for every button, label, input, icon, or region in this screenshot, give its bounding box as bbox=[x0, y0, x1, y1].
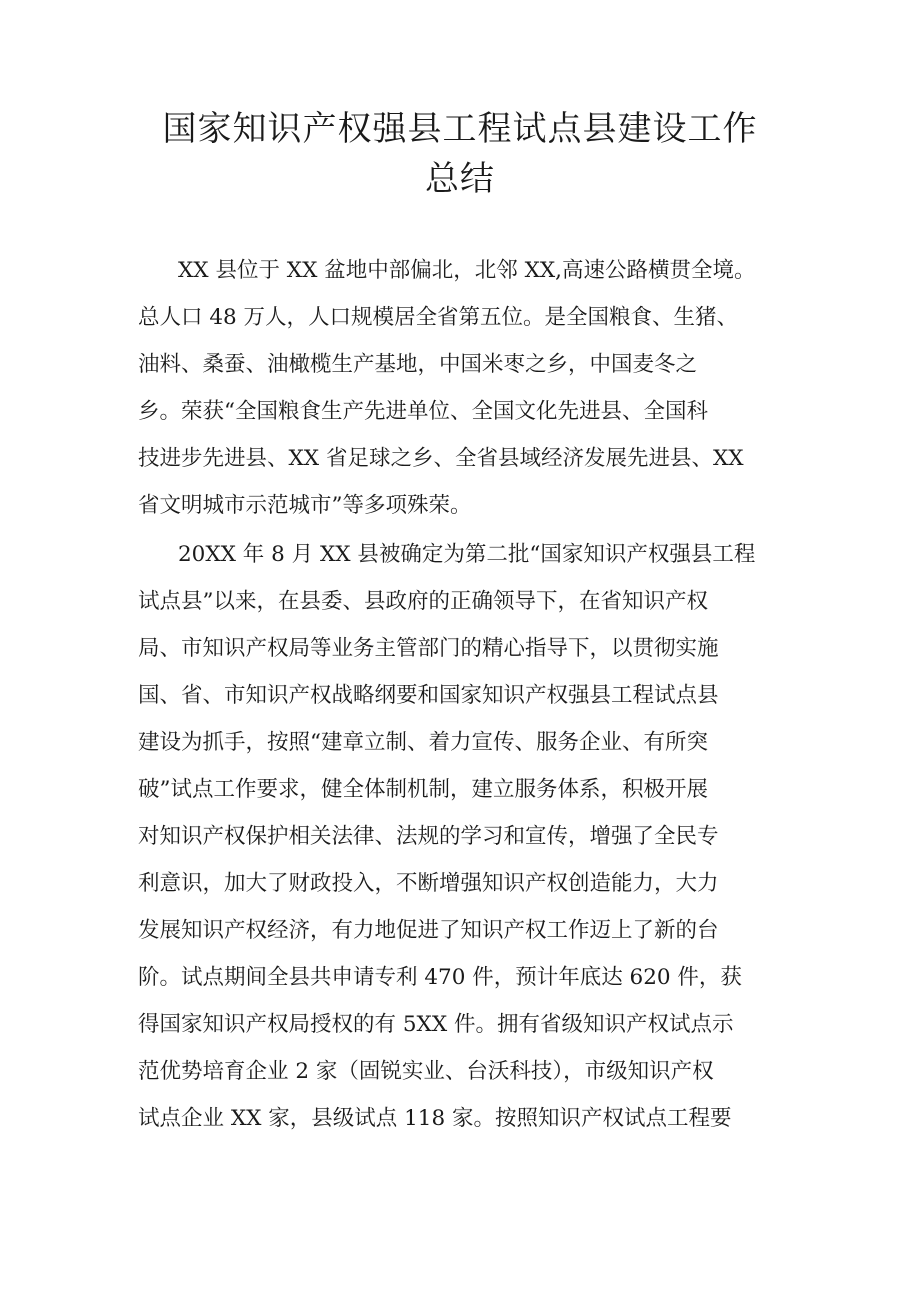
paragraph-2-line-13: 试点企业 XX 家，县级试点 118 家。按照知识产权试点工程要 bbox=[138, 1106, 732, 1131]
paragraph-2-line-3: 局、市知识产权局等业务主管部门的精心指导下，以贯彻实施 bbox=[138, 636, 719, 661]
document-title-line-2: 总结 bbox=[425, 159, 495, 199]
paragraph-2-line-1: 20XX 年 8 月 XX 县被确定为第二批“国家知识产权强县工程 bbox=[178, 542, 756, 567]
document-title-line-1: 国家知识产权强县工程试点县建设工作 bbox=[162, 109, 758, 149]
paragraph-1-line-5: 技进步先进县、XX 省足球之乡、全省县域经济发展先进县、XX bbox=[138, 446, 744, 471]
paragraph-2-line-8: 利意识，加大了财政投入，不断增强知识产权创造能力，大力 bbox=[138, 871, 719, 896]
paragraph-1-line-6: 省文明城市示范城市”等多项殊荣。 bbox=[138, 493, 472, 518]
paragraph-1-line-2: 总人口 48 万人，人口规模居全省第五位。是全国粮食、生猪、 bbox=[138, 305, 739, 330]
paragraph-2-line-11: 得国家知识产权局授权的有 5XX 件。拥有省级知识产权试点示 bbox=[138, 1012, 734, 1037]
paragraph-2-line-10: 阶。试点期间全县共申请专利 470 件，预计年底达 620 件，获 bbox=[138, 965, 742, 990]
paragraph-1-line-3: 油料、桑蚕、油橄榄生产基地，中国米枣之乡，中国麦冬之 bbox=[138, 352, 698, 377]
paragraph-2-line-5: 建设为抓手，按照“建章立制、着力宣传、服务企业、有所突 bbox=[138, 730, 708, 755]
paragraph-2-line-4: 国、省、市知识产权战略纲要和国家知识产权强县工程试点县 bbox=[138, 683, 719, 708]
paragraph-2-line-9: 发展知识产权经济，有力地促进了知识产权工作迈上了新的台 bbox=[138, 918, 719, 943]
paragraph-1-line-4: 乡。荣获“全国粮食生产先进单位、全国文化先进县、全国科 bbox=[138, 399, 708, 424]
paragraph-2-line-2: 试点县”以来，在县委、县政府的正确领导下，在省知识产权 bbox=[138, 589, 708, 614]
paragraph-1-line-1: XX 县位于 XX 盆地中部偏北，北邻 XX,高速公路横贯全境。 bbox=[178, 258, 756, 283]
paragraph-2-line-7: 对知识产权保护相关法律、法规的学习和宣传，增强了全民专 bbox=[138, 824, 719, 849]
paragraph-2-line-12: 范优势培育企业 2 家（固锐实业、台沃科技），市级知识产权 bbox=[138, 1059, 714, 1084]
paragraph-2-line-6: 破”试点工作要求，健全体制机制，建立服务体系，积极开展 bbox=[138, 777, 708, 802]
